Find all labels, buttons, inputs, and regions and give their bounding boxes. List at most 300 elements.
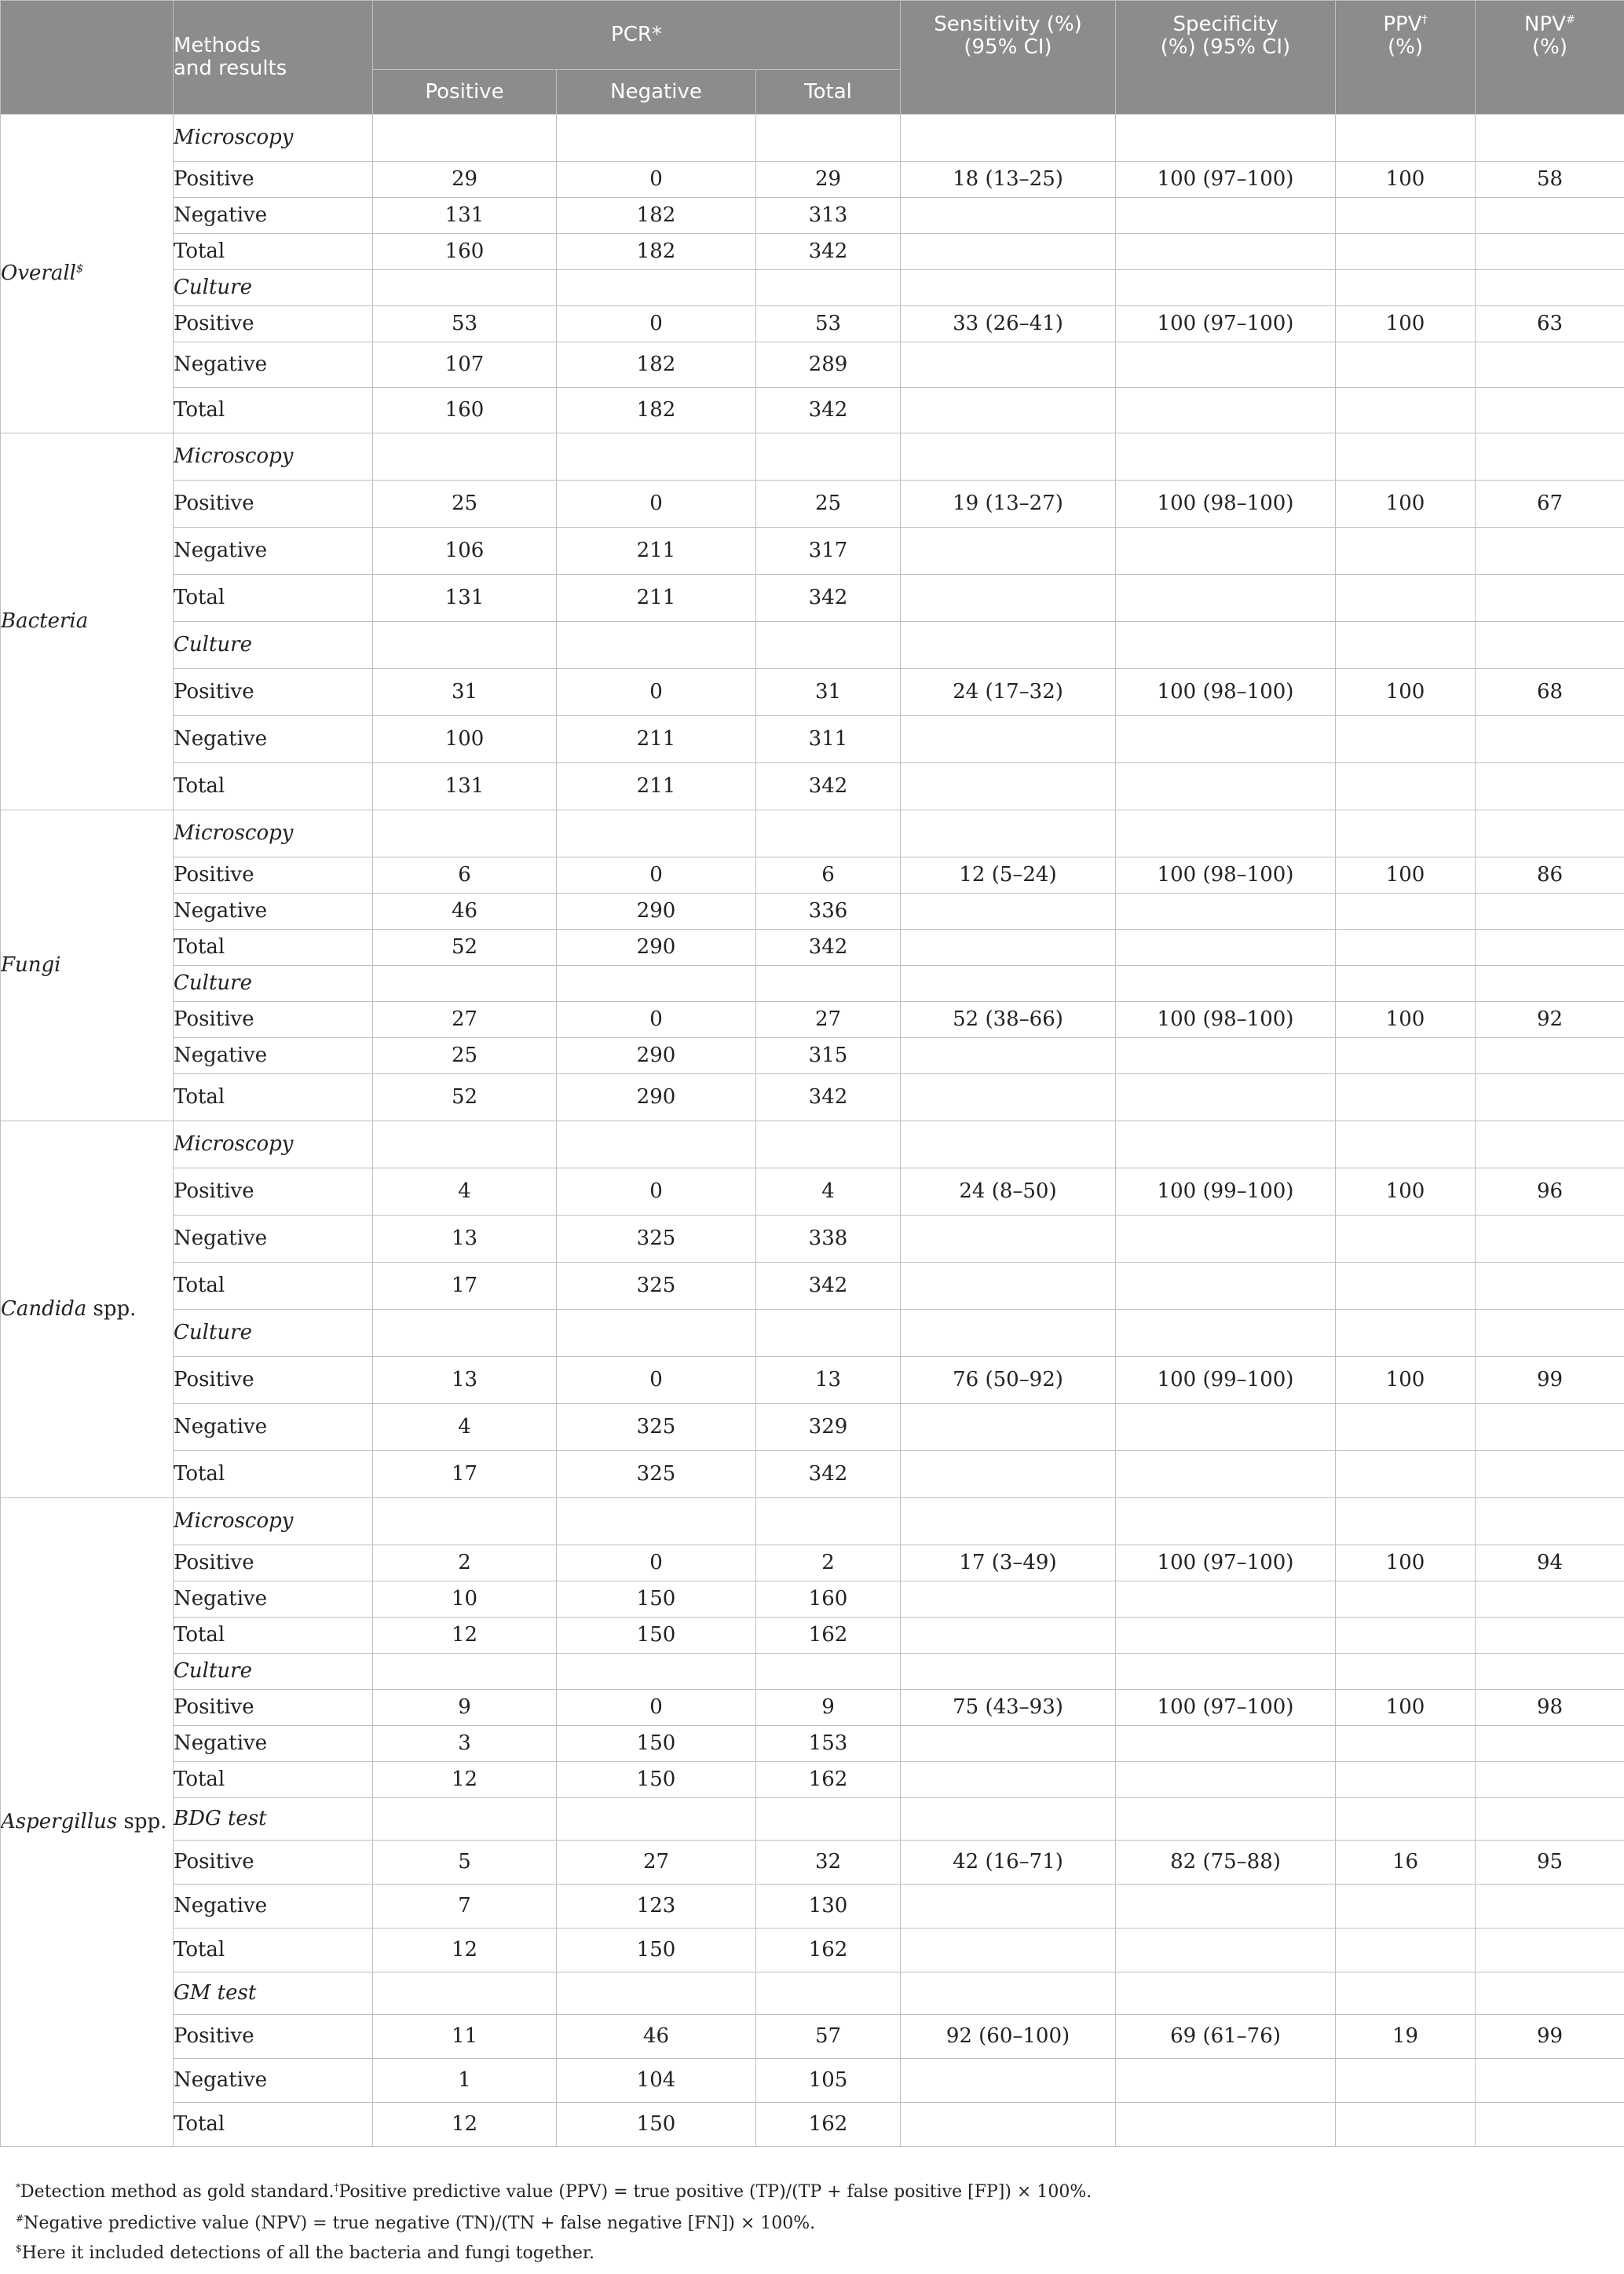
cell-pos: 13 xyxy=(373,1357,557,1404)
cell-neg: 0 xyxy=(557,857,756,894)
result-label: Total xyxy=(174,930,373,966)
method-label: BDG test xyxy=(174,1798,373,1841)
cell-neg: 150 xyxy=(557,1726,756,1762)
empty-cell xyxy=(373,1498,557,1545)
table-row xyxy=(1,1263,1624,1310)
cell-npv xyxy=(1476,763,1624,810)
result-label: Total xyxy=(174,1929,373,1972)
table-row xyxy=(1,1121,1624,1168)
cell-total: 313 xyxy=(756,198,901,234)
result-label: Negative xyxy=(174,2059,373,2103)
cell-pos: 25 xyxy=(373,1038,557,1074)
cell-total: 162 xyxy=(756,1762,901,1798)
empty-cell xyxy=(756,1121,901,1168)
cell-npv: 63 xyxy=(1476,306,1624,342)
cell-npv xyxy=(1476,234,1624,270)
method-label: Culture xyxy=(174,622,373,669)
cell-sens: 92 (60–100) xyxy=(901,2015,1116,2059)
cell-ppv xyxy=(1336,528,1476,575)
cell-spec xyxy=(1116,198,1336,234)
cell-sens: 75 (43–93) xyxy=(901,1690,1116,1726)
header-methods: Methods and results xyxy=(174,1,373,115)
cell-spec xyxy=(1116,1216,1336,1263)
empty-cell xyxy=(901,433,1116,481)
empty-cell xyxy=(756,1498,901,1545)
result-label: Positive xyxy=(174,162,373,198)
group-suffix: spp. xyxy=(86,1297,137,1322)
empty-cell xyxy=(756,810,901,857)
table-row xyxy=(1,1762,1624,1798)
table-row xyxy=(1,1618,1624,1654)
cell-ppv xyxy=(1336,1074,1476,1121)
empty-cell xyxy=(1116,966,1336,1002)
footnote-3: $Here it included detections of all the bacteria and fungi together. xyxy=(16,2243,594,2263)
cell-neg: 290 xyxy=(557,1074,756,1121)
empty-cell xyxy=(901,622,1116,669)
cell-pos: 2 xyxy=(373,1545,557,1581)
cell-npv xyxy=(1476,342,1624,388)
empty-cell xyxy=(1476,1654,1624,1690)
result-label: Total xyxy=(174,1451,373,1498)
cell-spec: 100 (98–100) xyxy=(1116,857,1336,894)
group-name: Candida xyxy=(1,1297,87,1322)
empty-cell xyxy=(557,1498,756,1545)
cell-pos: 52 xyxy=(373,930,557,966)
cell-npv xyxy=(1476,1929,1624,1972)
result-label: Negative xyxy=(174,1216,373,1263)
cell-total: 160 xyxy=(756,1581,901,1618)
cell-pos: 3 xyxy=(373,1726,557,1762)
cell-npv xyxy=(1476,1581,1624,1618)
table-row xyxy=(1,1545,1624,1581)
table-row xyxy=(1,481,1624,528)
cell-npv xyxy=(1476,575,1624,622)
table-row xyxy=(1,930,1624,966)
cell-sens: 18 (13–25) xyxy=(901,162,1116,198)
cell-ppv: 100 xyxy=(1336,162,1476,198)
empty-cell xyxy=(1476,966,1624,1002)
cell-spec xyxy=(1116,1726,1336,1762)
empty-cell xyxy=(557,810,756,857)
cell-pos: 4 xyxy=(373,1168,557,1216)
empty-cell xyxy=(373,1654,557,1690)
cell-total: 338 xyxy=(756,1216,901,1263)
cell-pos: 11 xyxy=(373,2015,557,2059)
cell-sens xyxy=(901,1074,1116,1121)
empty-cell xyxy=(1476,433,1624,481)
result-label: Positive xyxy=(174,2015,373,2059)
cell-total: 2 xyxy=(756,1545,901,1581)
method-label: Microscopy xyxy=(174,433,373,481)
cell-pos: 52 xyxy=(373,1074,557,1121)
empty-cell xyxy=(1116,810,1336,857)
table-row xyxy=(1,2103,1624,2147)
empty-cell xyxy=(373,270,557,306)
cell-neg: 325 xyxy=(557,1404,756,1451)
empty-cell xyxy=(1336,1310,1476,1357)
cell-pos: 17 xyxy=(373,1263,557,1310)
cell-neg: 0 xyxy=(557,1002,756,1038)
empty-cell xyxy=(756,1798,901,1841)
method-label: Microscopy xyxy=(174,810,373,857)
cell-neg: 0 xyxy=(557,669,756,716)
cell-pos: 13 xyxy=(373,1216,557,1263)
empty-cell xyxy=(1336,1121,1476,1168)
cell-spec: 100 (98–100) xyxy=(1116,481,1336,528)
cell-neg: 0 xyxy=(557,1168,756,1216)
footnote-1: *Detection method as gold standard.†Positive predictive value (PPV) = true positive (TP)/(TP + false positive [FP]) × 100%. xyxy=(16,2181,1092,2202)
table-row xyxy=(1,1726,1624,1762)
cell-sens xyxy=(901,198,1116,234)
cell-ppv xyxy=(1336,1451,1476,1498)
empty-cell xyxy=(557,433,756,481)
cell-spec xyxy=(1116,1929,1336,1972)
header-specificity: Specificity (%) (95% CI) xyxy=(1116,1,1336,115)
cell-total: 9 xyxy=(756,1690,901,1726)
cell-neg: 325 xyxy=(557,1263,756,1310)
empty-cell xyxy=(1476,270,1624,306)
cell-neg: 27 xyxy=(557,1841,756,1885)
cell-sens xyxy=(901,234,1116,270)
cell-total: 4 xyxy=(756,1168,901,1216)
group-label xyxy=(1,810,174,1121)
cell-npv xyxy=(1476,1074,1624,1121)
table-row xyxy=(1,763,1624,810)
cell-neg: 182 xyxy=(557,388,756,433)
empty-cell xyxy=(557,1121,756,1168)
cell-spec xyxy=(1116,1885,1336,1929)
cell-ppv: 100 xyxy=(1336,1357,1476,1404)
cell-npv xyxy=(1476,1885,1624,1929)
table-row xyxy=(1,894,1624,930)
cell-pos: 12 xyxy=(373,1762,557,1798)
table-row xyxy=(1,2059,1624,2103)
cell-sens xyxy=(901,575,1116,622)
cell-neg: 150 xyxy=(557,1618,756,1654)
cell-total: 32 xyxy=(756,1841,901,1885)
cell-neg: 325 xyxy=(557,1451,756,1498)
result-label: Total xyxy=(174,1762,373,1798)
cell-spec xyxy=(1116,575,1336,622)
cell-spec: 100 (97–100) xyxy=(1116,1690,1336,1726)
result-label: Positive xyxy=(174,1690,373,1726)
cell-npv xyxy=(1476,1263,1624,1310)
cell-spec: 100 (97–100) xyxy=(1116,306,1336,342)
group-name: Overall xyxy=(1,261,76,286)
cell-sens xyxy=(901,1762,1116,1798)
cell-neg: 0 xyxy=(557,1357,756,1404)
cell-sens: 12 (5–24) xyxy=(901,857,1116,894)
cell-ppv xyxy=(1336,894,1476,930)
cell-spec xyxy=(1116,2103,1336,2147)
empty-cell xyxy=(373,810,557,857)
table-row xyxy=(1,1216,1624,1263)
cell-total: 105 xyxy=(756,2059,901,2103)
cell-total: 13 xyxy=(756,1357,901,1404)
cell-neg: 150 xyxy=(557,1762,756,1798)
cell-sens xyxy=(901,1404,1116,1451)
cell-sens xyxy=(901,2103,1116,2147)
cell-neg: 290 xyxy=(557,894,756,930)
header-pcr: PCR* xyxy=(373,1,901,70)
cell-ppv xyxy=(1336,2059,1476,2103)
method-label: GM test xyxy=(174,1972,373,2015)
cell-ppv xyxy=(1336,342,1476,388)
cell-neg: 150 xyxy=(557,1929,756,1972)
cell-ppv xyxy=(1336,575,1476,622)
cell-ppv xyxy=(1336,930,1476,966)
cell-npv xyxy=(1476,1618,1624,1654)
cell-spec xyxy=(1116,1451,1336,1498)
cell-neg: 182 xyxy=(557,234,756,270)
cell-spec: 100 (97–100) xyxy=(1116,162,1336,198)
empty-cell xyxy=(901,1654,1116,1690)
cell-npv xyxy=(1476,1038,1624,1074)
table-row xyxy=(1,1357,1624,1404)
cell-npv xyxy=(1476,1404,1624,1451)
cell-total: 342 xyxy=(756,1263,901,1310)
empty-cell xyxy=(901,1121,1116,1168)
cell-ppv xyxy=(1336,1885,1476,1929)
result-label: Total xyxy=(174,388,373,433)
result-label: Total xyxy=(174,1263,373,1310)
empty-cell xyxy=(373,1972,557,2015)
cell-spec xyxy=(1116,528,1336,575)
cell-spec xyxy=(1116,1038,1336,1074)
cell-npv xyxy=(1476,894,1624,930)
cell-ppv xyxy=(1336,1581,1476,1618)
empty-cell xyxy=(901,810,1116,857)
cell-pos: 4 xyxy=(373,1404,557,1451)
cell-pos: 131 xyxy=(373,575,557,622)
empty-cell xyxy=(901,1972,1116,2015)
cell-sens xyxy=(901,528,1116,575)
result-label: Negative xyxy=(174,1581,373,1618)
cell-spec xyxy=(1116,234,1336,270)
cell-npv xyxy=(1476,198,1624,234)
cell-neg: 0 xyxy=(557,306,756,342)
cell-pos: 5 xyxy=(373,1841,557,1885)
cell-spec: 69 (61–76) xyxy=(1116,2015,1336,2059)
result-label: Negative xyxy=(174,1404,373,1451)
cell-spec xyxy=(1116,1263,1336,1310)
header-blank xyxy=(1,1,174,115)
empty-cell xyxy=(1476,1121,1624,1168)
table-row xyxy=(1,162,1624,198)
empty-cell xyxy=(373,1121,557,1168)
cell-sens: 42 (16–71) xyxy=(901,1841,1116,1885)
cell-npv xyxy=(1476,388,1624,433)
cell-pos: 31 xyxy=(373,669,557,716)
cell-pos: 25 xyxy=(373,481,557,528)
cell-neg: 182 xyxy=(557,342,756,388)
cell-ppv xyxy=(1336,1618,1476,1654)
group-name: Aspergillus xyxy=(1,1810,118,1834)
empty-cell xyxy=(901,966,1116,1002)
cell-ppv xyxy=(1336,716,1476,763)
empty-cell xyxy=(901,1310,1116,1357)
cell-sens xyxy=(901,1451,1116,1498)
empty-cell xyxy=(1336,1498,1476,1545)
empty-cell xyxy=(1116,1798,1336,1841)
empty-cell xyxy=(373,433,557,481)
method-label: Microscopy xyxy=(174,115,373,162)
cell-ppv xyxy=(1336,1762,1476,1798)
method-label: Culture xyxy=(174,966,373,1002)
empty-cell xyxy=(373,1798,557,1841)
cell-npv xyxy=(1476,528,1624,575)
cell-total: 130 xyxy=(756,1885,901,1929)
cell-npv xyxy=(1476,1451,1624,1498)
table-row xyxy=(1,622,1624,669)
cell-total: 53 xyxy=(756,306,901,342)
cell-total: 342 xyxy=(756,930,901,966)
method-label: Culture xyxy=(174,270,373,306)
result-label: Total xyxy=(174,763,373,810)
empty-cell xyxy=(1116,270,1336,306)
cell-npv: 95 xyxy=(1476,1841,1624,1885)
table-row xyxy=(1,1798,1624,1841)
empty-cell xyxy=(557,1972,756,2015)
empty-cell xyxy=(1116,115,1336,162)
cell-ppv: 100 xyxy=(1336,306,1476,342)
cell-spec xyxy=(1116,342,1336,388)
cell-npv: 67 xyxy=(1476,481,1624,528)
cell-npv: 99 xyxy=(1476,1357,1624,1404)
result-label: Positive xyxy=(174,669,373,716)
table-row xyxy=(1,1885,1624,1929)
cell-npv xyxy=(1476,716,1624,763)
header-ppv: PPV† (%) xyxy=(1336,1,1476,115)
cell-ppv xyxy=(1336,234,1476,270)
empty-cell xyxy=(557,1654,756,1690)
empty-cell xyxy=(1336,1972,1476,2015)
empty-cell xyxy=(1116,1654,1336,1690)
cell-ppv xyxy=(1336,763,1476,810)
cell-pos: 106 xyxy=(373,528,557,575)
cell-ppv xyxy=(1336,388,1476,433)
empty-cell xyxy=(901,270,1116,306)
cell-neg: 211 xyxy=(557,528,756,575)
empty-cell xyxy=(1116,433,1336,481)
table-row xyxy=(1,716,1624,763)
cell-pos: 131 xyxy=(373,198,557,234)
table-row xyxy=(1,1404,1624,1451)
table-row xyxy=(1,2015,1624,2059)
cell-sens xyxy=(901,1618,1116,1654)
cell-neg: 0 xyxy=(557,162,756,198)
table-row xyxy=(1,1451,1624,1498)
cell-sens: 52 (38–66) xyxy=(901,1002,1116,1038)
empty-cell xyxy=(1116,1972,1336,2015)
table-row xyxy=(1,575,1624,622)
result-label: Negative xyxy=(174,1726,373,1762)
table-row xyxy=(1,966,1624,1002)
result-label: Positive xyxy=(174,857,373,894)
table-row xyxy=(1,1002,1624,1038)
result-label: Negative xyxy=(174,342,373,388)
method-label: Culture xyxy=(174,1310,373,1357)
cell-ppv xyxy=(1336,198,1476,234)
cell-sens xyxy=(901,342,1116,388)
cell-sens xyxy=(901,1038,1116,1074)
empty-cell xyxy=(756,433,901,481)
empty-cell xyxy=(1476,115,1624,162)
empty-cell xyxy=(1336,115,1476,162)
cell-neg: 104 xyxy=(557,2059,756,2103)
cell-pos: 100 xyxy=(373,716,557,763)
cell-pos: 46 xyxy=(373,894,557,930)
table-row xyxy=(1,1929,1624,1972)
cell-spec: 100 (97–100) xyxy=(1116,1545,1336,1581)
cell-npv: 86 xyxy=(1476,857,1624,894)
cell-neg: 182 xyxy=(557,198,756,234)
cell-spec: 100 (98–100) xyxy=(1116,1002,1336,1038)
empty-cell xyxy=(756,1972,901,2015)
cell-ppv: 100 xyxy=(1336,1690,1476,1726)
cell-pos: 6 xyxy=(373,857,557,894)
empty-cell xyxy=(756,115,901,162)
cell-spec xyxy=(1116,763,1336,810)
cell-total: 342 xyxy=(756,234,901,270)
cell-total: 162 xyxy=(756,1929,901,1972)
cell-neg: 150 xyxy=(557,2103,756,2147)
cell-sens: 17 (3–49) xyxy=(901,1545,1116,1581)
cell-pos: 9 xyxy=(373,1690,557,1726)
cell-ppv xyxy=(1336,1216,1476,1263)
cell-ppv: 100 xyxy=(1336,1002,1476,1038)
table-row xyxy=(1,857,1624,894)
empty-cell xyxy=(1476,1972,1624,2015)
cell-neg: 0 xyxy=(557,1545,756,1581)
empty-cell xyxy=(1116,1498,1336,1545)
footnote-2: #Negative predictive value (NPV) = true negative (TN)/(TN + false negative [FN]) × 100%. xyxy=(16,2213,816,2233)
empty-cell xyxy=(756,1654,901,1690)
cell-npv xyxy=(1476,1216,1624,1263)
cell-pos: 53 xyxy=(373,306,557,342)
cell-pos: 107 xyxy=(373,342,557,388)
empty-cell xyxy=(557,1798,756,1841)
cell-total: 162 xyxy=(756,1618,901,1654)
method-label: Microscopy xyxy=(174,1498,373,1545)
table-row xyxy=(1,234,1624,270)
result-label: Negative xyxy=(174,528,373,575)
empty-cell xyxy=(1116,622,1336,669)
cell-neg: 123 xyxy=(557,1885,756,1929)
cell-total: 31 xyxy=(756,669,901,716)
cell-npv: 58 xyxy=(1476,162,1624,198)
cell-npv: 98 xyxy=(1476,1690,1624,1726)
cell-total: 329 xyxy=(756,1404,901,1451)
result-label: Positive xyxy=(174,1841,373,1885)
footnote-mark: $ xyxy=(75,262,84,276)
cell-total: 342 xyxy=(756,1074,901,1121)
cell-spec xyxy=(1116,1762,1336,1798)
cell-neg: 325 xyxy=(557,1216,756,1263)
cell-total: 317 xyxy=(756,528,901,575)
result-label: Total xyxy=(174,1074,373,1121)
cell-total: 336 xyxy=(756,894,901,930)
empty-cell xyxy=(901,115,1116,162)
table-row xyxy=(1,1581,1624,1618)
empty-cell xyxy=(1476,810,1624,857)
result-label: Total xyxy=(174,1618,373,1654)
header-sensitivity: Sensitivity (%) (95% CI) xyxy=(901,1,1116,115)
cell-neg: 290 xyxy=(557,930,756,966)
method-label: Culture xyxy=(174,1654,373,1690)
table-row xyxy=(1,342,1624,388)
empty-cell xyxy=(557,115,756,162)
